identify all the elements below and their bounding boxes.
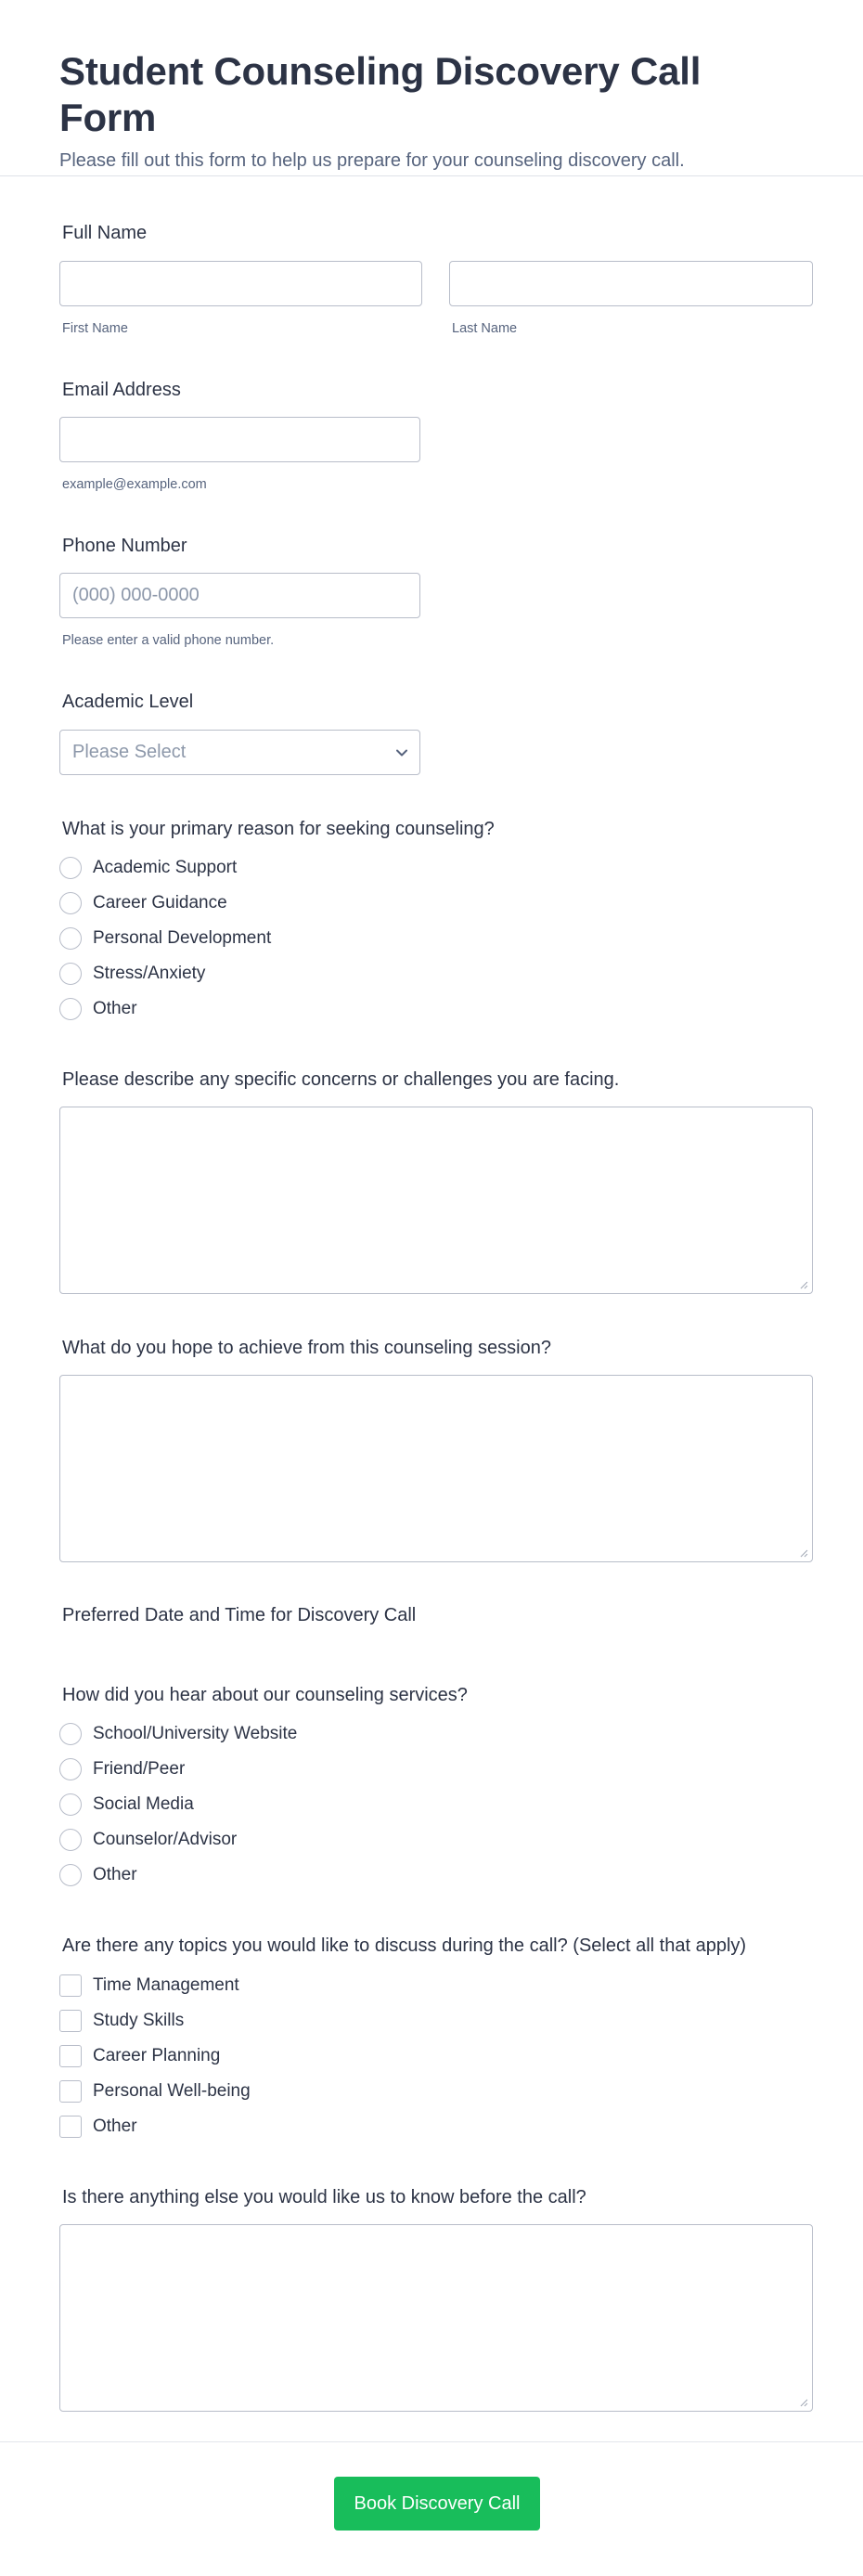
checkbox-option-personal-well-being[interactable]	[59, 2078, 251, 2105]
form-header	[0, 0, 863, 176]
radio-option-label: Other	[93, 999, 137, 1018]
email-sublabel: example@example.com	[62, 477, 207, 492]
radio-option-career-guidance[interactable]	[59, 889, 227, 917]
academic-level-section	[59, 690, 193, 714]
radio-button[interactable]	[59, 963, 82, 985]
phone-label: Phone Number	[62, 536, 187, 556]
email-label: Email Address	[62, 380, 181, 400]
radio-option-personal-development[interactable]	[59, 925, 271, 952]
resize-handle-icon[interactable]	[799, 2398, 808, 2407]
radio-button[interactable]	[59, 1723, 82, 1745]
checkbox-option-time-management[interactable]	[59, 1972, 239, 2000]
radio-option-counselor-advisor[interactable]	[59, 1826, 237, 1854]
radio-option-stress-anxiety[interactable]	[59, 960, 205, 988]
academic-level-placeholder: Please Select	[72, 742, 187, 762]
hear-about-label: How did you hear about our counseling services?	[62, 1685, 468, 1705]
book-discovery-call-button[interactable]: Book Discovery Call	[334, 2477, 540, 2531]
radio-option-label: Academic Support	[93, 858, 238, 877]
concerns-section	[59, 1068, 619, 1092]
checkbox-option-label: Time Management	[93, 1975, 239, 1995]
radio-option-label: Social Media	[93, 1794, 194, 1814]
radio-button[interactable]	[59, 1829, 82, 1851]
first-name-input[interactable]	[59, 261, 422, 306]
email-input[interactable]	[59, 417, 420, 462]
form-subtitle: Please fill out this form to help us prepare for your counseling discovery call.	[59, 150, 685, 171]
checkbox-option-label: Study Skills	[93, 2011, 185, 2030]
first-name-sublabel: First Name	[62, 321, 128, 336]
radio-button[interactable]	[59, 892, 82, 914]
anything-else-section	[59, 2185, 586, 2209]
hope-textarea[interactable]	[59, 1375, 813, 1562]
checkbox[interactable]	[59, 2080, 82, 2103]
email-section	[59, 378, 181, 402]
radio-option-other[interactable]	[59, 995, 137, 1023]
checkbox[interactable]	[59, 2045, 82, 2067]
full-name-section	[59, 221, 147, 245]
checkbox-option-label: Personal Well-being	[93, 2081, 251, 2101]
radio-button[interactable]	[59, 1758, 82, 1780]
radio-option-label: Other	[93, 1865, 137, 1884]
checkbox[interactable]	[59, 2116, 82, 2138]
checkbox-option-label: Career Planning	[93, 2046, 221, 2065]
checkbox-option-study-skills[interactable]	[59, 2007, 184, 2035]
radio-option-label: Personal Development	[93, 928, 272, 948]
phone-section	[59, 534, 187, 558]
date-time-label: Preferred Date and Time for Discovery Call	[62, 1605, 417, 1625]
radio-option-label: Stress/Anxiety	[93, 964, 206, 983]
radio-option-academic-support[interactable]	[59, 854, 237, 882]
anything-else-label: Is there anything else you would like us to know before the call?	[62, 2187, 586, 2207]
radio-button[interactable]	[59, 998, 82, 1020]
phone-input[interactable]	[59, 573, 420, 618]
hope-label: What do you hope to achieve from this counseling session?	[62, 1338, 551, 1358]
form-title: Student Counseling Discovery Call Form	[59, 49, 702, 139]
radio-button[interactable]	[59, 857, 82, 879]
radio-button[interactable]	[59, 1864, 82, 1886]
radio-option-label: Counselor/Advisor	[93, 1830, 238, 1849]
radio-option-school-website[interactable]	[59, 1720, 297, 1748]
radio-option-label: Career Guidance	[93, 893, 227, 913]
topics-label: Are there any topics you would like to discuss during the call? (Select all that apply)	[62, 1935, 747, 1956]
primary-reason-label: What is your primary reason for seeking counseling?	[62, 819, 495, 839]
concerns-label: Please describe any specific concerns or challenges you are facing.	[62, 1069, 620, 1090]
radio-option-friend-peer[interactable]	[59, 1755, 185, 1783]
hope-section	[59, 1336, 551, 1360]
last-name-input[interactable]	[449, 261, 813, 306]
topics-section	[59, 1934, 746, 1958]
checkbox-option-other[interactable]	[59, 2113, 137, 2141]
primary-reason-section	[59, 817, 495, 841]
checkbox[interactable]	[59, 1974, 82, 1997]
radio-button[interactable]	[59, 1793, 82, 1816]
resize-handle-icon[interactable]	[799, 1548, 808, 1558]
academic-level-select[interactable]	[59, 730, 420, 775]
date-time-section	[59, 1603, 416, 1627]
hear-about-section	[59, 1683, 468, 1707]
chevron-down-icon	[396, 747, 407, 758]
checkbox[interactable]	[59, 2010, 82, 2032]
phone-sublabel: Please enter a valid phone number.	[62, 633, 275, 648]
radio-option-label: School/University Website	[93, 1724, 298, 1743]
concerns-textarea[interactable]	[59, 1107, 813, 1294]
last-name-sublabel: Last Name	[452, 321, 518, 336]
radio-option-social-media[interactable]	[59, 1791, 194, 1819]
resize-handle-icon[interactable]	[799, 1280, 808, 1289]
full-name-label: Full Name	[62, 223, 148, 243]
anything-else-textarea[interactable]	[59, 2224, 813, 2412]
checkbox-option-career-planning[interactable]	[59, 2042, 220, 2070]
radio-button[interactable]	[59, 927, 82, 950]
radio-option-label: Friend/Peer	[93, 1759, 186, 1779]
radio-option-other[interactable]	[59, 1861, 137, 1889]
academic-level-label: Academic Level	[62, 692, 194, 712]
checkbox-option-label: Other	[93, 2116, 137, 2136]
